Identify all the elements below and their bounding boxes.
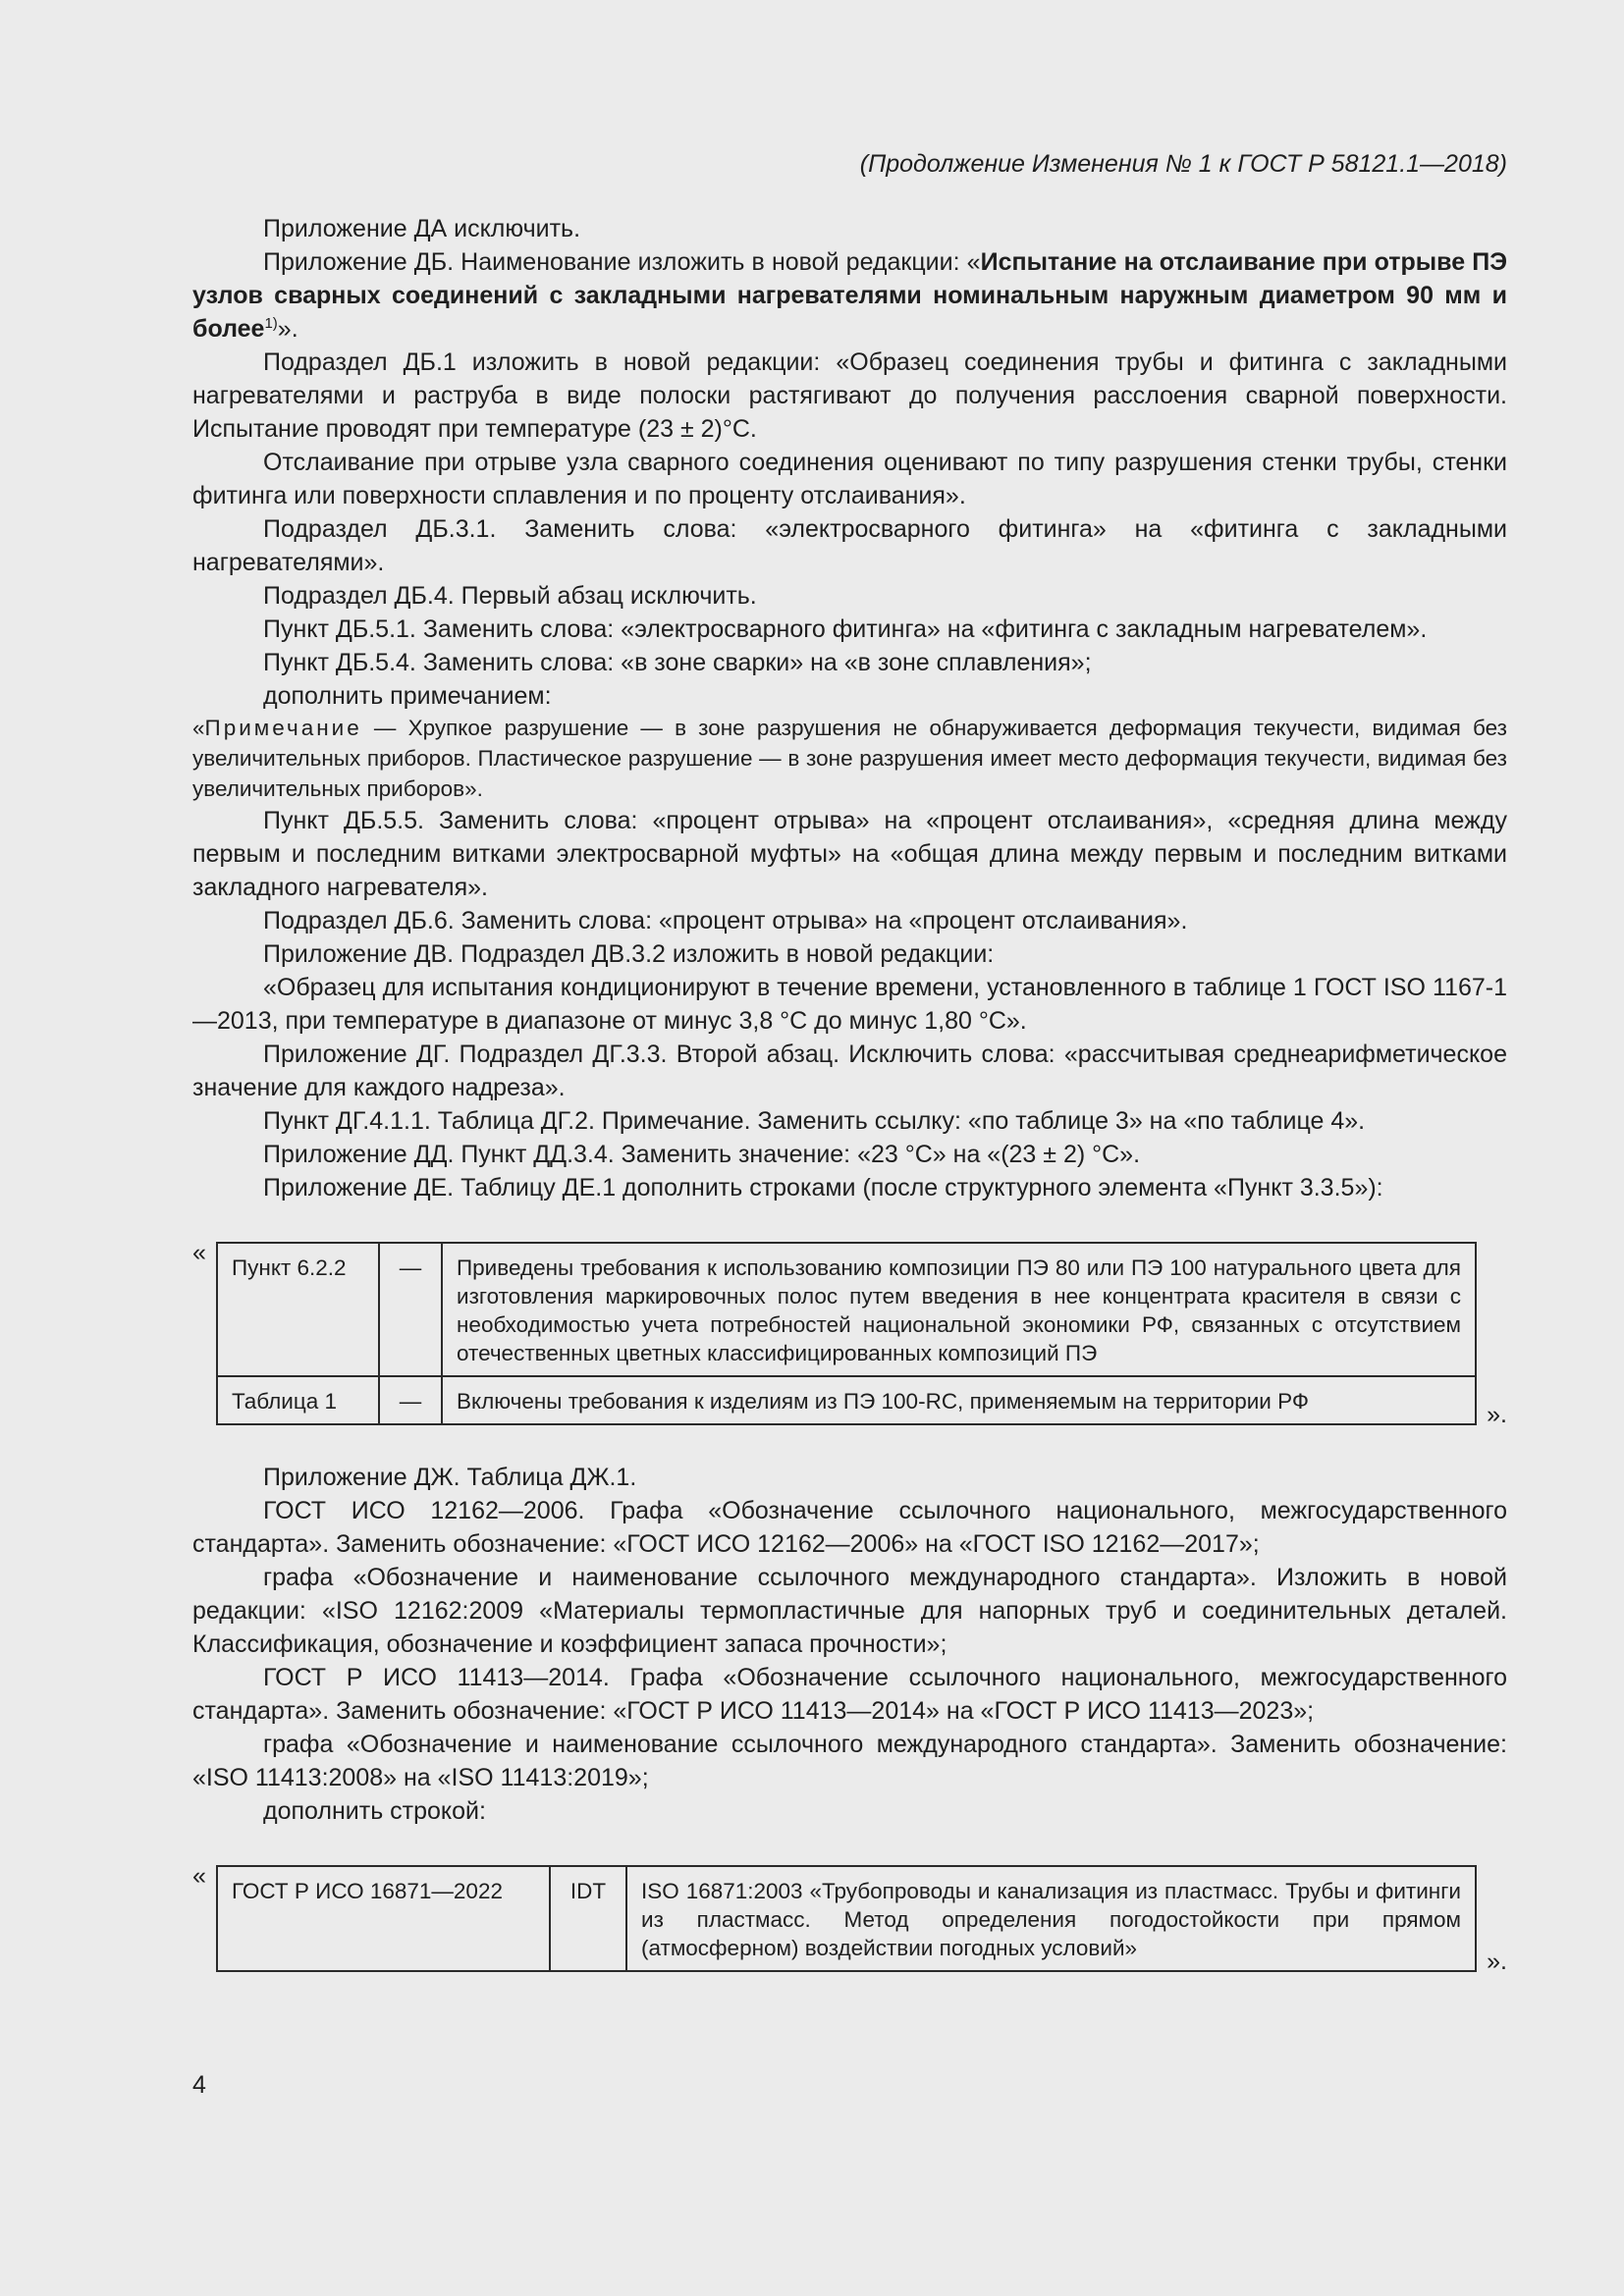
paragraph: Приложение ДГ. Подраздел ДГ.3.3. Второй абзац. Исключить слова: «рассчитывая среднеарифметическое значение для каждого надреза». (192, 1041, 1507, 1101)
table-cell: ГОСТ Р ИСО 16871—2022 (217, 1866, 550, 1971)
paragraph (192, 245, 1507, 346)
open-quote: « (192, 1862, 206, 1890)
table-dzh1-row (192, 1862, 1507, 1975)
note-label: Примечание (204, 716, 362, 740)
table-cell: IDT (550, 1866, 626, 1971)
page-number: 4 (192, 2071, 206, 2099)
text: ». (277, 315, 298, 343)
table-cell: — (379, 1243, 442, 1376)
note-open-quote: « (192, 716, 205, 740)
close-quote: ». (1487, 1401, 1507, 1428)
paragraph: Приложение ДД. Пункт ДД.3.4. Заменить значение: «23 °С» на «(23 ± 2) °С». (263, 1141, 1141, 1168)
paragraph: Отслаивание при отрыве узла сварного соединения оценивают по типу разрушения стенки трубы, стенки фитинга или поверхности сплавления и по проценту отслаивания». (192, 449, 1507, 509)
paragraph: ГОСТ Р ИСО 11413—2014. Графа «Обозначение ссылочного национального, межгосударственного стандарта». Заменить обозначение: «ГОСТ Р ИСО 11413—2014» на «ГОСТ Р ИСО 11413—2023»; (192, 1664, 1507, 1725)
paragraph: Пункт ДБ.5.4. Заменить слова: «в зоне сварки» на «в зоне сплавления»; (263, 649, 1092, 676)
table-row (217, 1243, 1476, 1376)
table-cell: Таблица 1 (217, 1376, 379, 1424)
footnote-ref: 1) (264, 315, 278, 332)
close-quote: ». (1487, 1948, 1507, 1975)
paragraph: Пункт ДБ.5.5. Заменить слова: «процент отрыва» на «процент отслаивания», «средняя длина между первым и последним витками электросварной муфты» на «общая длина между первым и последним витками закладного нагревателя». (192, 807, 1507, 901)
paragraph: «Образец для испытания кондиционируют в течение времени, установленного в таблице 1 ГОСТ ISO 1167-1—2013, при температуре в диапазоне от минус 3,8 °С до минус 1,80 °С». (192, 974, 1507, 1035)
paragraph: дополнить строкой: (263, 1797, 486, 1825)
note-text: — Хрупкое разрушение — в зоне разрушения не обнаруживается деформация текучести, видимая без увеличительных приборов. Пластическое разрушение — в зоне разрушения имеет место деформация текучести, видимая без увеличительных приборов». (192, 716, 1507, 801)
paragraph: графа «Обозначение и наименование ссылочного международного стандарта». Изложить в новой редакции: «ISO 12162:2009 «Материалы термопластичные для напорных труб и соединительных деталей. Классификация, обозначение и коэффициент запаса прочности»; (192, 1564, 1507, 1658)
table-row (217, 1866, 1476, 1971)
table (216, 1242, 1477, 1425)
bold-title: Испытание на отслаивание при отрыве ПЭ узлов сварных соединений с закладными нагревателями номинальным наружным диаметром 90 мм и более (192, 248, 1507, 343)
paragraph: Приложение ДЖ. Таблица ДЖ.1. (263, 1464, 637, 1491)
table-row (217, 1376, 1476, 1424)
paragraph: Подраздел ДБ.3.1. Заменить слова: «электросварного фитинга» на «фитинга с закладными нагревателями». (192, 515, 1507, 576)
document-body (192, 212, 1507, 2007)
paragraph: Подраздел ДБ.1 изложить в новой редакции: «Образец соединения трубы и фитинга с закладными нагревателями и раструба в виде полоски растягивают до получения расслоения сварной поверхности. Испытание проводят при температуре (23 ± 2)°С. (192, 348, 1507, 443)
paragraph: Приложение ДВ. Подраздел ДВ.3.2 изложить в новой редакции: (263, 940, 995, 968)
table (216, 1865, 1477, 1972)
text: Приложение ДБ. Наименование изложить в новой редакции: « (263, 248, 981, 276)
paragraph: Пункт ДБ.5.1. Заменить слова: «электросварного фитинга» на «фитинга с закладным нагревателем». (263, 615, 1428, 643)
table-cell: ISO 16871:2003 «Трубопроводы и канализация из пластмасс. Трубы и фитинги из пластмасс. Метод определения погодостойкости при прямом (атмосферном) воздействии погодных условий» (626, 1866, 1476, 1971)
paragraph: ГОСТ ИСО 12162—2006. Графа «Обозначение ссылочного национального, межгосударственного стандарта». Заменить обозначение: «ГОСТ ИСО 12162—2006» на «ГОСТ ISO 12162—2017»; (192, 1497, 1507, 1558)
page-header: (Продолжение Изменения № 1 к ГОСТ Р 58121.1—2018) (859, 150, 1507, 178)
table-cell: Приведены требования к использованию композиции ПЭ 80 или ПЭ 100 натурального цвета для изготовления маркировочных полос путем введения в нее концентрата красителя в связи с необходимостью учета потребностей национальной экономики РФ, связанных с отсутствием отечественных цветных классифицированных композиций ПЭ (442, 1243, 1476, 1376)
paragraph: графа «Обозначение и наименование ссылочного международного стандарта». Заменить обозначение: «ISO 11413:2008» на «ISO 11413:2019»; (192, 1731, 1507, 1791)
paragraph: дополнить примечанием: (263, 682, 552, 710)
open-quote: « (192, 1239, 206, 1266)
paragraph: Приложение ДЕ. Таблицу ДЕ.1 дополнить строками (после структурного элемента «Пункт 3.3.5»): (263, 1174, 1383, 1201)
table-cell: Включены требования к изделиям из ПЭ 100-RC, применяемым на территории РФ (442, 1376, 1476, 1424)
table-cell: — (379, 1376, 442, 1424)
paragraph: Пункт ДГ.4.1.1. Таблица ДГ.2. Примечание. Заменить ссылку: «по таблице 3» на «по таблице 4». (263, 1107, 1366, 1135)
paragraph: Подраздел ДБ.6. Заменить слова: «процент отрыва» на «процент отслаивания». (263, 907, 1188, 934)
table-de1-rows (192, 1239, 1507, 1428)
table-cell: Пункт 6.2.2 (217, 1243, 379, 1376)
paragraph: Приложение ДА исключить. (263, 215, 581, 242)
note (192, 713, 1507, 804)
paragraph: Подраздел ДБ.4. Первый абзац исключить. (263, 582, 757, 610)
